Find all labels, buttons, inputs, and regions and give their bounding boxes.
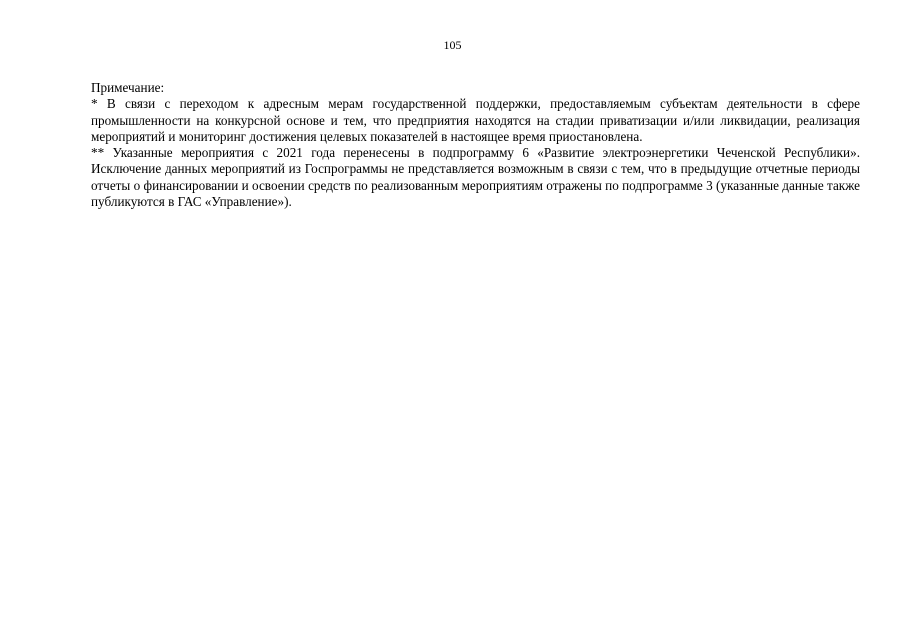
page-number: 105 xyxy=(443,38,462,52)
note-item-single-asterisk: * В связи с переходом к адресным мерам государственной поддержки, предоставляемым субъектам деятельности в сфере промышленности на конкурсной основе и тем, что предприятия находятся на стадии приватизации и/или ликвидации, реализация мероприятий и мониторинг достижения целевых показателей в настоящее время приостановлена. xyxy=(91,96,860,144)
notes-heading: Примечание: xyxy=(91,80,165,95)
notes-section xyxy=(91,80,860,210)
note-item-double-asterisk: ** Указанные мероприятия с 2021 года перенесены в подпрограмму 6 «Развитие электроэнергетики Чеченской Республики». Исключение данных мероприятий из Госпрограммы не представляется возможным в связи с тем, что в предыдущие отчетные периоды отчеты о финансировании и освоении средств по реализованным мероприятиям отражены по подпрограмме 3 (указанные данные также публикуются в ГАС «Управление»). xyxy=(91,145,860,210)
